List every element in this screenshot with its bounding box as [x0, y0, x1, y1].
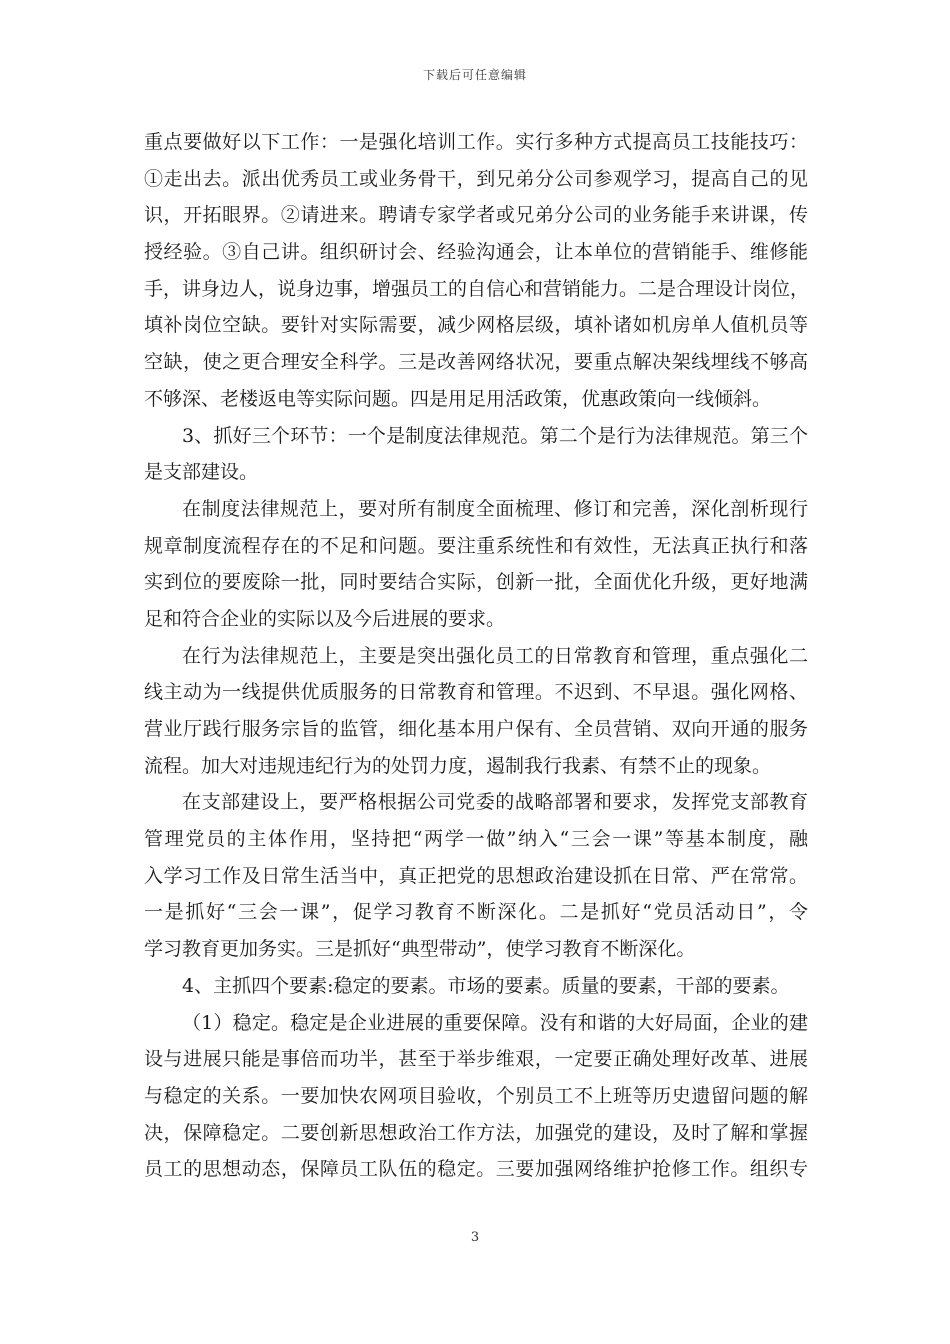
page-number: 3: [470, 1230, 480, 1245]
text-line: 在支部建设上，要严格根据公司党委的战略部署和要求，发挥党支部教育: [182, 791, 808, 814]
text-line: 手，讲身边人，说身边事，增强员工的自信心和营销能力。二是合理设计岗位，: [144, 277, 810, 300]
text-line: 在制度法律规范上，要对所有制度全面梳理、修订和完善，深化剖析现行: [182, 497, 808, 520]
text-line: 不够深、老楼返电等实际问题。四是用足用活政策，优惠政策向一线倾斜。: [144, 387, 772, 410]
body-text: [144, 124, 808, 1188]
text-line: ①走出去。派出优秀员工或业务骨干，到兄弟分公司参观学习，提高自己的见: [144, 167, 808, 190]
text-line: 重点要做好以下工作：一是强化培训工作。实行多种方式提高员工技能技巧：: [144, 131, 808, 153]
text-line: 在行为法律规范上，主要是突出强化员工的日常教育和管理，重点强化二: [182, 644, 808, 667]
text-line: 设与进展只能是事倍而功半，甚至于举步维艰，一定要正确处理好改革、进展: [144, 1048, 808, 1071]
text-line: 是支部建设。: [144, 461, 259, 484]
text-line: 填补岗位空缺。要针对实际需要，减少网格层级，填补诸如机房单人值机员等: [144, 314, 808, 337]
text-line: 空缺，使之更合理安全科学。三是改善网络状况，要重点解决架线埋线不够高: [144, 351, 808, 374]
text-line: 足和符合企业的实际以及今后进展的要求。: [144, 607, 506, 630]
text-line: 实到位的要废除一批，同时要结合实际，创新一批，全面优化升级，更好地满: [144, 571, 808, 594]
text-line: 管理党员的主体作用，坚持把“两学一做”纳入“三会一课”等基本制度，融: [144, 828, 808, 851]
text-line: 员工的思想动态，保障员工队伍的稳定。三要加强网络维护抢修工作。组织专: [144, 1158, 808, 1181]
text-line: 入学习工作及日常生活当中，真正把党的思想政治建设抓在日常、严在常常。: [144, 864, 808, 887]
text-line: 一是抓好“三会一课”，促学习教育不断深化。二是抓好“党员活动日”，令: [144, 901, 808, 924]
text-line: 学习教育更加务实。三是抓好“典型带动”，使学习教育不断深化。: [144, 938, 696, 961]
text-line: 规章制度流程存在的不足和问题。要注重系统性和有效性，无法真正执行和落: [144, 534, 808, 557]
text-line: 与稳定的关系。一要加快农网项目验收，个别员工不上班等历史遗留问题的解: [144, 1084, 808, 1107]
text-line: 识，开拓眼界。②请进来。聘请专家学者或兄弟分公司的业务能手来讲课，传: [144, 204, 808, 227]
page-header: 下载后可任意编辑: [422, 68, 527, 82]
text-line: 线主动为一线提供优质服务的日常教育和管理。不迟到、不早退。强化网格、: [144, 681, 808, 704]
text-line: 决，保障稳定。二要创新思想政治工作方法，加强党的建设，及时了解和掌握: [144, 1121, 808, 1144]
text-line: 授经验。③自己讲。组织研讨会、经验沟通会，让本单位的营销能手、维修能: [144, 241, 808, 264]
text-line: （1）稳定。稳定是企业进展的重要保障。没有和谐的大好局面，企业的建: [182, 1011, 808, 1034]
text-line: 3、抓好三个环节：一个是制度法律规范。第二个是行为法律规范。第三个: [182, 424, 808, 447]
text-line: 营业厅践行服务宗旨的监管，细化基本用户保有、全员营销、双向开通的服务: [144, 718, 808, 740]
text-line: 4、主抓四个要素:稳定的要素。市场的要素。质量的要素，干部的要素。: [182, 974, 790, 997]
text-line: 流程。加大对违规违纪行为的处罚力度，遏制我行我素、有禁不止的现象。: [144, 754, 772, 777]
